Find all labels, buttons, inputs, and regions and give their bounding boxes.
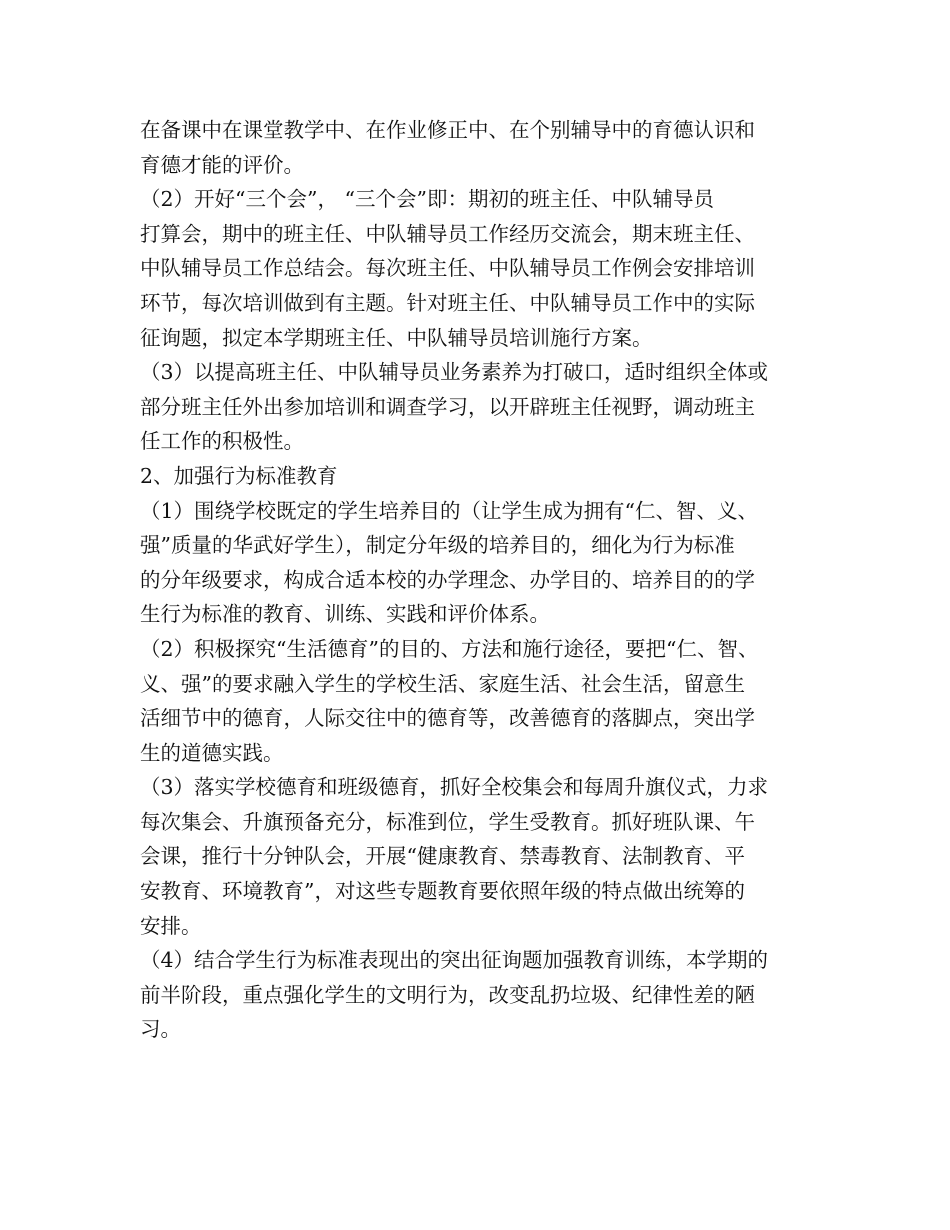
text-line: 每次集会、升旗预备充分，标准到位，学生受教育。抓好班队课、午 (140, 809, 755, 834)
text-line: 中队辅导员工作总结会。每次班主任、中队辅导员工作例会安排培训 (140, 256, 755, 281)
section-heading: 2、加强行为标准教育 (140, 463, 338, 488)
text-line: 生行为标准的教育、训练、实践和评价体系。 (140, 602, 550, 627)
text-line: 习。 (140, 1017, 181, 1042)
text-line: 生的道德实践。 (140, 740, 284, 765)
text-line: （2）开好“三个会”， “三个会”即：期初的班主任、中队辅导员 (140, 187, 714, 212)
text-line: 任工作的积极性。 (140, 429, 304, 454)
text-line: 环节，每次培训做到有主题。针对班主任、中队辅导员工作中的实际 (140, 290, 755, 315)
text-line: 的分年级要求，构成合适本校的办学理念、办学目的、培养目的的学 (140, 567, 755, 592)
text-line: （4）结合学生行为标准表现出的突出征询题加强教育训练，本学期的 (140, 948, 769, 973)
text-line: 安排。 (140, 913, 202, 938)
text-line: 安教育、环境教育”，对这些专题教育要依照年级的特点做出统筹的 (140, 879, 745, 904)
text-line: 打算会，期中的班主任、中队辅导员工作经历交流会，期末班主任、 (140, 221, 755, 246)
text-line: 前半阶段，重点强化学生的文明行为，改变乱扔垃圾、纪律性差的陋 (140, 982, 755, 1007)
text-line: （3）以提高班主任、中队辅导员业务素养为打破口，适时组织全体或 (140, 360, 769, 385)
text-line: （3）落实学校德育和班级德育，抓好全校集会和每周升旗仪式，力求 (140, 775, 769, 800)
text-line: 征询题，拟定本学期班主任、中队辅导员培训施行方案。 (140, 325, 653, 350)
text-line: （2）积极探究“生活德育”的目的、方法和施行途径，要把“仁、智、 (140, 636, 759, 661)
text-line: 育德才能的评价。 (140, 152, 304, 177)
text-line: 部分班主任外出参加培训和调查学习，以开辟班主任视野，调动班主 (140, 394, 755, 419)
body-text (140, 113, 830, 1047)
text-line: 活细节中的德育，人际交往中的德育等，改善德育的落脚点，突出学 (140, 706, 755, 731)
text-line: （1）围绕学校既定的学生培养目的（让学生成为拥有“仁、智、义、 (140, 498, 759, 523)
text-line: 在备课中在课堂教学中、在作业修正中、在个别辅导中的育德认识和 (140, 118, 755, 142)
text-line: 强”质量的华武好学生），制定分年级的培养目的，细化为行为标准 (140, 533, 735, 558)
text-line: 义、强”的要求融入学生的学校生活、家庭生活、社会生活，留意生 (140, 671, 745, 696)
text-line: 会课，推行十分钟队会，开展“健康教育、禁毒教育、法制教育、平 (140, 844, 745, 869)
